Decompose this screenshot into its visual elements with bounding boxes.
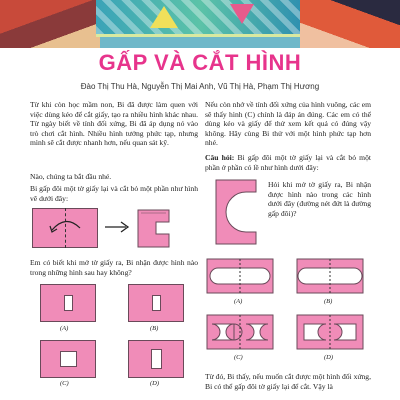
banner-triangle-pink: [230, 4, 254, 24]
option-b-shape[interactable]: [128, 284, 184, 322]
right-paragraph-end: Từ đó, Bi thấy, nếu muốn cắt được một hình đối xứng, Bi có thể gấp đôi tờ giấy lại để cắt. Vậy là: [205, 372, 371, 391]
q-option-b-shape[interactable]: [296, 258, 364, 294]
option-d-hole: [151, 349, 162, 369]
option-a-label: (A): [60, 325, 69, 332]
q-option-d-shape[interactable]: [296, 314, 364, 350]
option-c-shape[interactable]: [40, 340, 96, 378]
right-arrow-icon: [104, 220, 130, 234]
option-b-hole: [152, 295, 161, 311]
fold-arrow-icon: [46, 214, 86, 238]
banner-right-figure: [300, 0, 400, 48]
question-side-text: Hỏi khi mở tờ giấy ra, Bi nhận được hình nào trong các hình dưới đây (đường nét đứt là đường gấp đôi)?: [268, 180, 371, 218]
fold-diagram: [32, 208, 200, 252]
q-option-a-shape[interactable]: [206, 258, 274, 294]
banner-illustration: [0, 0, 400, 48]
banner-triangle-yellow: [150, 6, 178, 28]
option-b-label: (B): [150, 325, 159, 332]
question-text: Bi gấp đôi một tờ giấy lại và cắt bỏ một phần ở phần có lề như hình dưới đây:: [205, 153, 371, 172]
left-paragraph-3: Bi gấp đôi một tờ giấy lại và cắt bỏ một phần như hình vẽ dưới đây:: [30, 184, 198, 203]
q-option-c-shape[interactable]: [206, 314, 274, 350]
folded-cut-paper: [136, 208, 172, 250]
article-authors: Đào Thị Thu Hà, Nguyễn Thị Mai Anh, Vũ Thị Hà, Phạm Thị Hương: [80, 82, 320, 91]
option-c-hole: [60, 351, 77, 367]
q-option-c-label: (C): [234, 354, 243, 361]
option-a-hole: [64, 295, 73, 311]
right-paragraph-1: Nếu còn nhớ về tính đối xứng của hình vuông, các em sẽ thấy hình (C) chính là đáp án đúng. Các em có thể dùng kéo và giấy để thử xem kết quả có đúng vậy không. Hãy cùng Bi thử với một hình phức tạp hơn nhé.: [205, 100, 371, 148]
option-d-shape[interactable]: [128, 340, 184, 378]
q-option-a-label: (A): [234, 298, 243, 305]
article-title: GẤP VÀ CẮT HÌNH: [98, 50, 302, 75]
option-d-label: (D): [150, 380, 160, 387]
banner-game-board: [96, 0, 304, 37]
left-paragraph-1: Từ khi còn học mầm non, Bi đã được làm quen với việc dùng kéo để cắt giấy, tạo ra nhiều hình khác nhau. Từ ngày biết về tính đối xứng, Bi đã áp dụng nó vào trò chơi cắt hình. Nhiều hình tưởng phức tạp, nhưng mình sẽ cắt được nhanh hơn, nếu quan sát kỹ.: [30, 100, 198, 148]
question-label: Câu hỏi:: [205, 153, 235, 162]
option-c-label: (C): [60, 380, 69, 387]
question-folded-shape: [214, 178, 260, 246]
left-paragraph-2: Nào, chúng ta bắt đầu nhé.: [30, 172, 112, 181]
q-option-d-label: (D): [324, 354, 334, 361]
banner-left-figure: [0, 0, 100, 48]
q-option-b-label: (B): [324, 298, 333, 305]
left-paragraph-4: Em có biết khi mở tờ giấy ra, Bi nhận được hình nào trong những hình sau hay không?: [30, 258, 198, 277]
option-a-shape[interactable]: [40, 284, 96, 322]
question-paragraph: [205, 153, 371, 172]
